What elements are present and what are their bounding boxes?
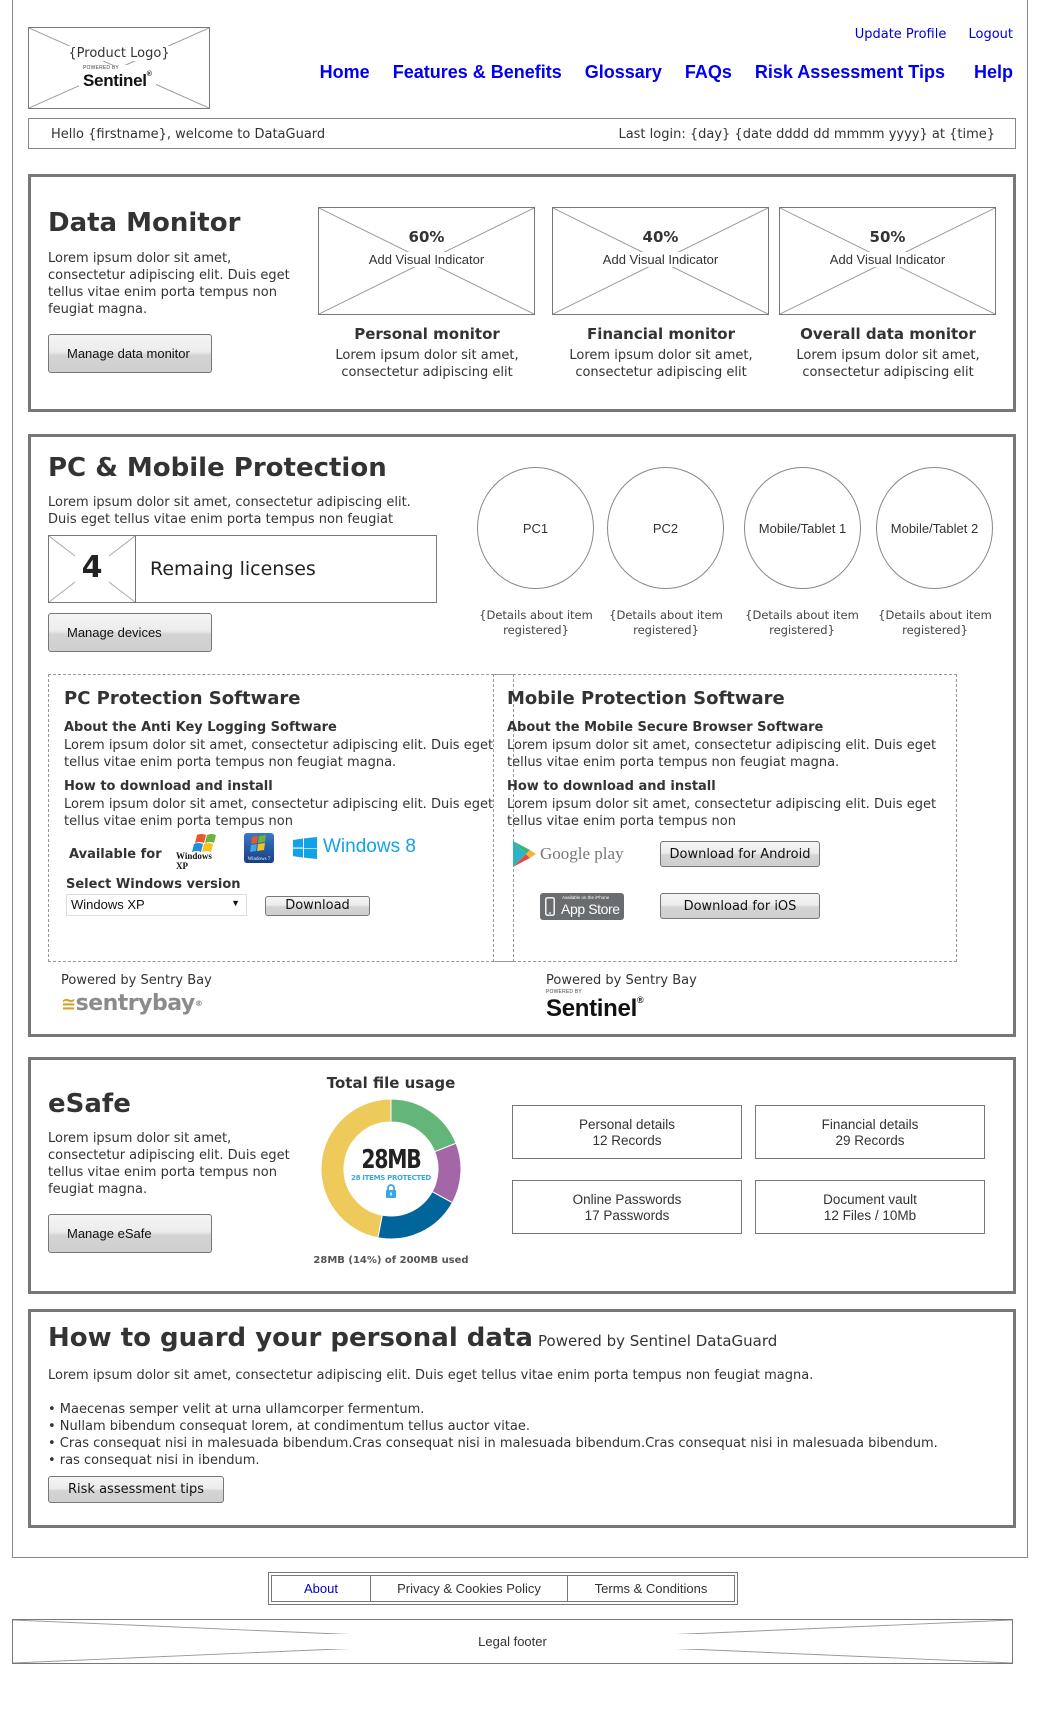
windows-8-logo: [293, 836, 421, 860]
device-name: Mobile/Tablet 2: [890, 520, 979, 536]
mobile-install-text: Lorem ipsum dolor sit amet, consectetur adipiscing elit. Duis eget tellus vitae enim porta tempus non: [507, 797, 937, 829]
lock-icon: [385, 1184, 397, 1198]
device-details: {Details about item registered}: [745, 608, 859, 637]
donut-slice-segment-green: [391, 1099, 456, 1152]
google-play-badge[interactable]: [512, 840, 622, 870]
card-value: 17 Passwords: [584, 1208, 670, 1223]
available-for-label: Available for: [69, 847, 162, 862]
device-mobile-tablet-1[interactable]: [744, 467, 861, 589]
manage-devices-button[interactable]: Manage devices: [48, 613, 212, 652]
mobile-powered-by: Powered by Sentry Bay: [546, 973, 697, 988]
financial-monitor-desc: Lorem ipsum dolor sit amet, consectetur adipiscing elit: [569, 348, 753, 380]
sentinel-vendor-logo: POWERED BY Sentinel®: [546, 989, 644, 1022]
device-details: {Details about item registered}: [609, 608, 723, 637]
overall-monitor-indicator: [779, 207, 996, 315]
usage-footer: 28MB (14%) of 200MB used: [313, 1255, 469, 1266]
sentinel-logo: POWERED BY Sentinel®: [79, 65, 156, 91]
document-vault-card[interactable]: [755, 1180, 985, 1234]
windows-version-select[interactable]: [66, 894, 247, 916]
visual-indicator-caption: Add Visual Indicator: [826, 252, 949, 267]
pc-powered-by: Powered by Sentry Bay: [61, 973, 212, 988]
personal-monitor-title: Personal monitor: [354, 325, 500, 343]
visual-indicator-caption: Add Visual Indicator: [599, 252, 722, 267]
device-details: {Details about item registered}: [479, 608, 593, 637]
device-name: PC1: [522, 520, 549, 536]
footer-terms-link[interactable]: Terms & Conditions: [594, 1581, 708, 1596]
overall-monitor-title: Overall data monitor: [800, 325, 976, 343]
licenses-count: 4: [75, 550, 109, 585]
sentrybay-shield-icon: ≅: [61, 994, 76, 1015]
windows-8-tiles-icon: [293, 837, 317, 859]
last-login: Last login: {day} {date dddd dd mmmm yyyy} at {time}: [618, 127, 995, 142]
pc-install-text: Lorem ipsum dolor sit amet, consectetur adipiscing elit. Duis eget tellus vitae enim porta tempus non: [64, 797, 494, 829]
nav-features-benefits[interactable]: Features & Benefits: [392, 62, 562, 82]
product-logo-placeholder[interactable]: [28, 27, 210, 109]
welcome-bar: [28, 118, 1016, 149]
legal-footer-text: Legal footer: [258, 1634, 767, 1649]
google-play-icon: [512, 840, 536, 868]
download-android-button[interactable]: Download for Android: [660, 841, 820, 867]
device-details: {Details about item registered}: [878, 608, 992, 637]
utility-links: [837, 27, 1013, 42]
personal-details-card[interactable]: [512, 1105, 742, 1159]
mobile-install-heading: How to download and install: [507, 779, 716, 794]
welcome-message: Hello {firstname}, welcome to DataGuard: [51, 127, 326, 142]
esafe-panel: [28, 1057, 1016, 1294]
windows-download-button[interactable]: Download: [265, 896, 370, 916]
risk-assessment-tips-button[interactable]: Risk assessment tips: [48, 1476, 224, 1503]
footer-privacy-link[interactable]: Privacy & Cookies Policy: [371, 1576, 568, 1601]
guard-bullet: • ras consequat nisi in ibendum.: [48, 1453, 260, 1468]
mobile-about-text: Lorem ipsum dolor sit amet, consectetur adipiscing elit. Duis eget tellus vitae enim porta tempus non feugiat magna.: [507, 738, 937, 770]
windows-7-logo-text: Windows 7: [247, 857, 271, 862]
guard-bullet: • Maecenas semper velit at urna ullamcorper fermentum.: [48, 1402, 425, 1417]
esafe-description: Lorem ipsum dolor sit amet, consectetur adipiscing elit. Duis eget tellus vitae enim porta tempus non feugiat magna.: [48, 1131, 290, 1197]
guard-intro: Lorem ipsum dolor sit amet, consectetur adipiscing elit. Duis eget tellus vitae enim porta tempus non feugiat magna.: [48, 1368, 814, 1383]
manage-esafe-button[interactable]: Manage eSafe: [48, 1214, 212, 1253]
logout-link[interactable]: Logout: [968, 27, 1013, 42]
pc-software-title: PC Protection Software: [64, 688, 301, 709]
usage-center-caption: 28 ITEMS PROTECTED: [351, 1174, 431, 1182]
nav-glossary[interactable]: Glossary: [584, 62, 662, 82]
card-title: Document vault: [823, 1192, 917, 1207]
iphone-icon: [545, 897, 555, 916]
pc-install-heading: How to download and install: [64, 779, 273, 794]
card-value: 12 Files / 10Mb: [823, 1208, 917, 1223]
chevron-down-icon: ▼: [231, 898, 240, 908]
guard-subtitle: Powered by Sentinel DataGuard: [538, 1332, 778, 1350]
guard-bullet: • Nullam bibendum consequat lorem, at condimentum tellus auctor vitae.: [48, 1419, 531, 1434]
footer-about-link[interactable]: About: [272, 1576, 371, 1601]
windows-version-value: Windows XP: [71, 897, 145, 912]
footer-nav: [268, 1572, 738, 1605]
card-value: 29 Records: [835, 1133, 905, 1148]
online-passwords-card[interactable]: [512, 1180, 742, 1234]
app-store-text: App Store: [561, 901, 620, 917]
logo-placeholder-text: {Product Logo}: [68, 46, 170, 61]
licenses-label: Remaing licenses: [150, 558, 316, 580]
card-title: Financial details: [821, 1117, 919, 1132]
mobile-software-title: Mobile Protection Software: [507, 688, 785, 709]
protection-description-1: Lorem ipsum dolor sit amet, consectetur adipiscing elit.: [48, 495, 411, 510]
google-play-text: Google play: [540, 844, 624, 863]
update-profile-link[interactable]: Update Profile: [854, 27, 947, 42]
overall-monitor-desc: Lorem ipsum dolor sit amet, consectetur adipiscing elit: [796, 348, 980, 380]
guard-panel: [28, 1309, 1016, 1528]
device-name: Mobile/Tablet 1: [758, 520, 847, 536]
financial-monitor-indicator: [552, 207, 769, 315]
protection-title: PC & Mobile Protection: [48, 453, 387, 483]
guard-header: [48, 1323, 777, 1353]
personal-monitor-percent: 60%: [405, 228, 449, 246]
pc-software-box: [48, 674, 514, 962]
nav-faqs[interactable]: FAQs: [684, 62, 732, 82]
manage-data-monitor-button[interactable]: Manage data monitor: [48, 334, 212, 373]
financial-monitor-title: Financial monitor: [586, 325, 735, 343]
financial-details-card[interactable]: [755, 1105, 985, 1159]
device-mobile-tablet-2[interactable]: [876, 467, 993, 589]
protection-description-2: Duis eget tellus vitae enim porta tempus non feugiat: [48, 512, 394, 527]
pc-about-text: Lorem ipsum dolor sit amet, consectetur adipiscing elit. Duis eget tellus vitae enim porta tempus non feugiat magna.: [64, 738, 494, 770]
device-pc2[interactable]: [607, 467, 724, 589]
financial-monitor-percent: 40%: [639, 228, 683, 246]
usage-center-value: 28MB: [361, 1145, 421, 1175]
mobile-about-heading: About the Mobile Secure Browser Software: [507, 720, 824, 735]
nav-home[interactable]: Home: [319, 62, 370, 82]
protection-panel: [28, 434, 1016, 1037]
overall-monitor-percent: 50%: [866, 228, 910, 246]
download-ios-button[interactable]: Download for iOS: [660, 893, 820, 919]
sentrybay-logo-text: sentrybay: [75, 991, 195, 1016]
card-title: Personal details: [578, 1117, 676, 1132]
nav-risk-assessment-tips[interactable]: Risk Assessment Tips: [754, 62, 945, 82]
card-value: 12 Records: [592, 1133, 662, 1148]
licenses-count-box: [49, 536, 136, 602]
main-nav: [302, 62, 1013, 83]
windows-8-logo-text: Windows 8: [323, 836, 416, 857]
app-store-small-text: Available on the iPhone: [562, 895, 610, 900]
licenses-box: [48, 535, 437, 603]
personal-monitor-desc: Lorem ipsum dolor sit amet, consectetur adipiscing elit: [335, 348, 519, 380]
nav-help[interactable]: Help: [973, 62, 1013, 82]
data-monitor-panel: [28, 174, 1016, 412]
mobile-software-box: [493, 674, 957, 962]
card-title: Online Passwords: [572, 1192, 682, 1207]
data-monitor-description: Lorem ipsum dolor sit amet, consectetur adipiscing elit. Duis eget tellus vitae enim porta tempus non feugiat magna.: [48, 251, 290, 317]
visual-indicator-caption: Add Visual Indicator: [365, 252, 488, 267]
pc-about-heading: About the Anti Key Logging Software: [64, 720, 337, 735]
device-pc1[interactable]: [477, 467, 594, 589]
select-windows-label: Select Windows version: [66, 877, 241, 892]
windows-7-logo: [244, 833, 274, 863]
sentrybay-logo: ≅sentrybay®: [61, 991, 203, 1016]
device-name: PC2: [652, 520, 679, 536]
usage-chart-title: Total file usage: [326, 1074, 456, 1092]
windows-xp-logo: [175, 833, 225, 871]
guard-title: How to guard your personal data: [48, 1323, 533, 1353]
personal-monitor-indicator: [318, 207, 535, 315]
guard-bullet: • Cras consequat nisi in malesuada bibendum.Cras consequat nisi in malesuada bibendum.Cras consequat nisi in malesuada bibendum.: [48, 1436, 938, 1451]
legal-footer: [12, 1619, 1013, 1664]
app-store-badge[interactable]: [540, 893, 624, 920]
windows-xp-logo-text: Windows XP: [176, 851, 212, 871]
donut-slice-segment-blue: [378, 1192, 452, 1239]
esafe-title: eSafe: [48, 1089, 131, 1119]
data-monitor-title: Data Monitor: [48, 208, 241, 238]
